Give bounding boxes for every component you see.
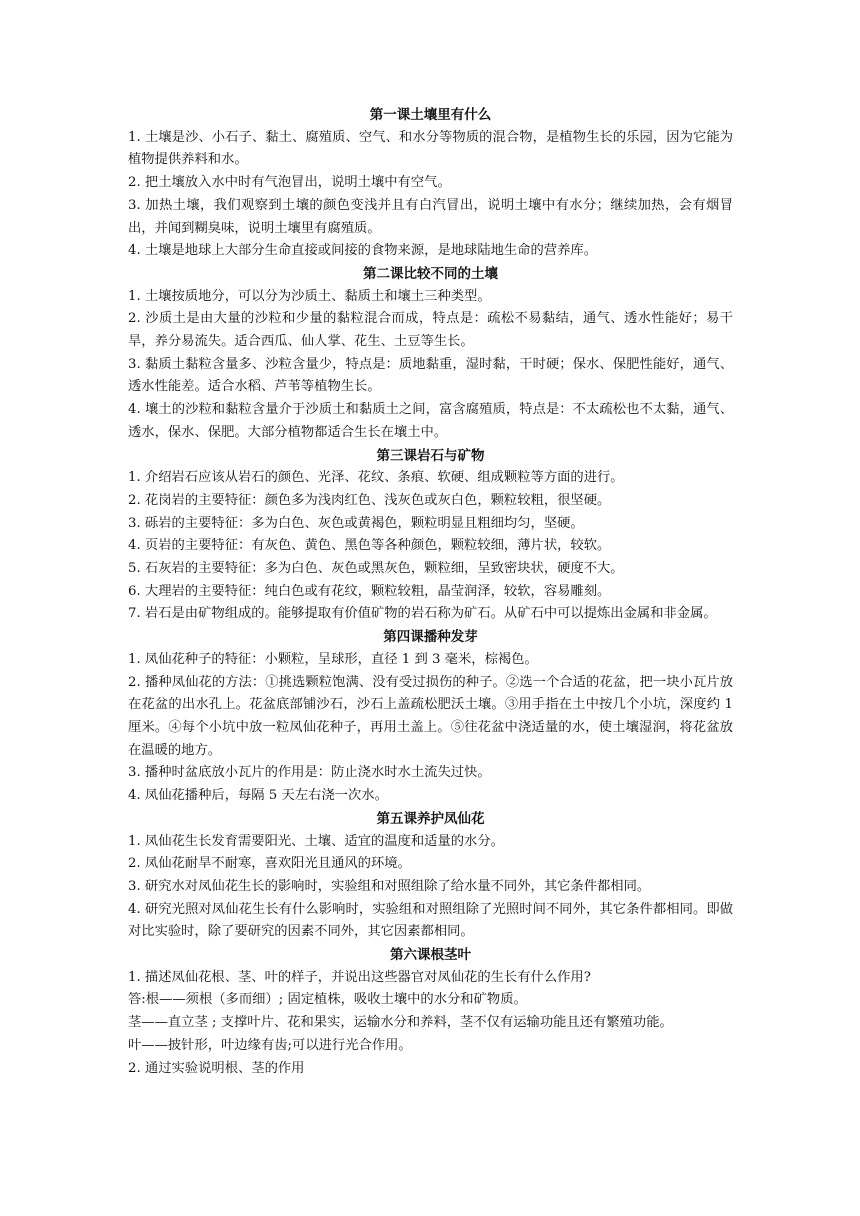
lesson-title: 第五课养护凤仙花 (376, 810, 485, 827)
list-item: 2. 凤仙花耐旱不耐寒，喜欢阳光且通风的环境。 (128, 856, 411, 872)
list-item: 1. 描述凤仙花根、茎、叶的样子，并说出这些器官对凤仙花的生长有什么作用? (128, 969, 591, 985)
lesson-5 (128, 808, 733, 944)
list-item: 4. 凤仙花播种后，每隔 5 天左右浇一次水。 (128, 788, 388, 804)
answer-line: 叶——披针形，叶边缘有齿;可以进行光合作用。 (128, 1037, 412, 1053)
lesson-title: 第三课岩石与矿物 (376, 447, 485, 464)
list-item: 2. 花岗岩的主要特征：颜色多为浅肉红色、浅灰色或灰白色，颗粒较粗，很坚硬。 (128, 492, 611, 508)
lesson-title: 第一课土壤里有什么 (369, 107, 492, 123)
list-item: 1. 土壤按质地分，可以分为沙质土、黏质土和壤土三种类型。 (128, 288, 491, 304)
document-page (128, 104, 733, 1080)
lesson-title: 第四课播种发芽 (383, 629, 478, 646)
answer-line: 答:根——须根（多而细）; 固定植株，吸收土壤中的水分和矿物质。 (128, 992, 527, 1008)
list-item: 2. 把土壤放入水中时有气泡冒出，说明土壤中有空气。 (128, 175, 451, 191)
list-item: 4. 研究光照对凤仙花生长有什么影响时，实验组和对照组除了光照时间不同外，其它条件都相同。即做对比实验时，除了要研究的因素不同外，其它因素都相同。 (128, 901, 733, 940)
list-item: 1. 凤仙花种子的特征：小颗粒，呈球形，直径 1 到 3 毫米，棕褐色。 (128, 651, 538, 667)
list-item: 2. 播种凤仙花的方法：①挑选颗粒饱满、没有受过损伤的种子。②选一个合适的花盆，把一块小瓦片放在花盆的出水孔上。花盆底部铺沙石，沙石上盖疏松肥沃土壤。③用手指在土中按几个小坑，深度约 1 厘米。④每个小坑中放一粒凤仙花种子，再用土盖上。⑤往花盆中浇适量的水，使土壤湿润，将花盆放在温暖的地方。 (128, 674, 733, 758)
list-item: 4. 土壤是地球上大部分生命直接或间接的食物来源，是地球陆地生命的营养库。 (128, 243, 598, 259)
lesson-3 (128, 445, 733, 627)
list-item: 3. 加热土壤，我们观察到土壤的颜色变浅并且有白汽冒出，说明土壤中有水分；继续加热，会有烟冒出，并闻到糊臭味，说明土壤里有腐殖质。 (128, 197, 733, 236)
list-item: 6. 大理岩的主要特征：纯白色或有花纹，颗粒较粗，晶莹润泽，较软，容易雕刻。 (128, 583, 611, 599)
lesson-title: 第六课根茎叶 (390, 947, 471, 964)
list-item: 5. 石灰岩的主要特征：多为白色、灰色或黑灰色，颗粒细，呈致密块状，硬度不大。 (128, 561, 624, 577)
lesson-1 (128, 104, 733, 263)
list-item: 3. 研究水对凤仙花生长的影响时，实验组和对照组除了给水量不同外，其它条件都相同。 (128, 878, 651, 894)
lesson-title: 第二课比较不同的土壤 (363, 265, 498, 282)
list-item: 3. 黏质土黏粒含量多、沙粒含量少，特点是：质地黏重，湿时黏，干时硬；保水、保肥性能好，通气、透水性能差。适合水稻、芦苇等植物生长。 (128, 356, 733, 395)
list-item: 4. 页岩的主要特征：有灰色、黄色、黑色等各种颜色，颗粒较细，薄片状，较软。 (128, 538, 611, 554)
lesson-2 (128, 263, 733, 445)
lesson-4 (128, 626, 733, 808)
list-item: 4. 壤土的沙粒和黏粒含量介于沙质土和黏质土之间，富含腐殖质，特点是：不太疏松也不太黏，通气、透水，保水、保肥。大部分植物都适合生长在壤土中。 (128, 402, 733, 440)
list-item: 1. 土壤是沙、小石子、黏土、腐殖质、空气、和水分等物质的混合物，是植物生长的乐园，因为它能为植物提供养料和水。 (128, 129, 733, 168)
list-item: 2. 沙质土是由大量的沙粒和少量的黏粒混合而成，特点是：疏松不易黏结，通气、透水性能好；易干旱，养分易流失。适合西瓜、仙人掌、花生、土豆等生长。 (128, 311, 733, 350)
list-item: 1. 介绍岩石应该从岩石的颜色、光泽、花纹、条痕、软硬、组成颗粒等方面的进行。 (128, 470, 624, 486)
lesson-6 (128, 944, 733, 1080)
list-item: 2. 通过实验说明根、茎的作用 (128, 1060, 305, 1076)
list-item: 3. 砾岩的主要特征：多为白色、灰色或黄褐色，颗粒明显且粗细均匀，坚硬。 (128, 515, 584, 531)
list-item: 1. 凤仙花生长发育需要阳光、土壤、适宜的温度和适量的水分。 (128, 833, 504, 849)
list-item: 3. 播种时盆底放小瓦片的作用是：防止浇水时水土流失过快。 (128, 765, 491, 781)
answer-line: 茎——直立茎 ; 支撑叶片、花和果实，运输水分和养料，茎不仅有运输功能且还有繁殖功能。 (128, 1015, 673, 1031)
list-item: 7. 岩石是由矿物组成的。能够提取有价值矿物的岩石称为矿石。从矿石中可以提炼出金属和非金属。 (128, 606, 717, 622)
